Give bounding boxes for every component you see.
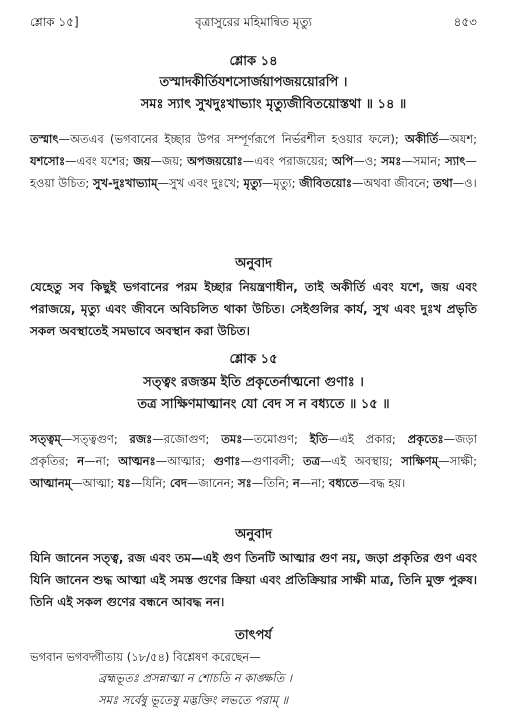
synonym-meaning: ও।: [464, 176, 477, 190]
synonym-word: জয়: [133, 154, 151, 168]
synonym-word: যঃ: [117, 476, 131, 490]
synonym-meaning: না;: [95, 454, 119, 468]
header-verse-ref: শ্লোক ১৫]: [30, 15, 79, 29]
verse-14-sanskrit: [30, 72, 477, 116]
synonym-word: অপি: [332, 154, 354, 168]
synonym-meaning: বদ্ধ হয়।: [369, 476, 406, 490]
synonym-word: রজঃ: [129, 432, 153, 446]
synonym-word: গুণাঃ: [213, 454, 241, 468]
synonym-word: সঃ: [237, 476, 252, 490]
synonym-meaning: জানেন;: [198, 476, 238, 490]
synonym-meaning: তিনি;: [263, 476, 293, 490]
synonym-word: ইতি: [309, 432, 328, 446]
purport-heading: তাৎপর্য: [235, 628, 272, 643]
synonym-word: জীবিতয়োঃ: [299, 176, 352, 190]
synonym-meaning: সমান;: [412, 154, 446, 168]
synonym-meaning: এবং পরাজয়ের;: [254, 154, 333, 168]
verse-15-synonyms: সত্ত্বম্—সত্ত্বগুণ; রজঃ—রজোগুণ; তমঃ—তমোগুণ; ইতি—এই প্রকার; প্রকৃতেঃ—জড়া প্রকৃতির; ন—না; আত্মনঃ—আত্মার; গুণাঃ—গুণাবলী; তত্র—এই অবস্থায়; সাক্ষিণম্—সাক্ষী; আত্মানম্—আত্মা; যঃ—যিনি; বেদ—জানেন; সঃ—তিনি; ন—না; বধ্যতে—বদ্ধ হয়।: [30, 432, 478, 490]
synonym-meaning: জড়া প্রকৃতির;: [30, 432, 477, 468]
synonym-word: অকীর্তি: [405, 132, 439, 146]
synonym-meaning: ও;: [364, 154, 382, 168]
purport-text: ভগবান ভগবদ্গীতায় (১৮/৫৪) বিশ্লেষণ করেছেন—: [30, 650, 261, 664]
header-chapter-title: বৃত্রাসুরের মহিমান্বিত মৃত্যু: [194, 15, 313, 29]
synonym-word: আত্মানম্: [30, 476, 72, 490]
verse-14-heading: শ্লোক ১৪: [229, 54, 278, 69]
synonym-meaning: মৃত্যু;: [273, 176, 300, 190]
verse-14-line-1: তস্মাদকীর্তিযশসোর্জয়াপজয়য়োরপি ।: [159, 75, 348, 90]
synonym-meaning: এই অবস্থায়;: [331, 454, 402, 468]
synonym-word: ন: [77, 454, 85, 468]
synonym-meaning: আত্মা;: [82, 476, 118, 490]
synonym-word: অপজয়য়োঃ: [187, 154, 243, 168]
synonym-meaning: না;: [311, 476, 329, 490]
synonym-meaning: এই প্রকার;: [339, 432, 408, 446]
gita-quote-line-2: সমঃ সর্বেষু ভূতেষু মদ্ভক্তিং লভতে পরাম্ ॥: [98, 693, 289, 707]
page-number: ৪৫৩: [453, 15, 477, 29]
synonym-word: মৃত্যু: [243, 176, 262, 190]
verse-14-translation-heading: অনুবাদ: [235, 256, 272, 271]
synonym-meaning: অযশ;: [449, 132, 477, 146]
synonym-word: প্রকৃতেঃ: [407, 432, 444, 446]
synonym-word: ন: [292, 476, 300, 490]
synonym-meaning: এবং যশের;: [76, 154, 134, 168]
synonym-word: সাক্ষিণম্: [401, 454, 439, 468]
verse-15-translation-heading: অনুবাদ: [235, 527, 272, 542]
verse-14-translation: যেহেতু সব কিছুই ভগবানের পরম ইচ্ছার নিয়ন্ত্রণাধীন, তাই অকীর্তি এবং যশে, জয় এবং পরাজয়ে, মৃত্যু এবং জীবনে অবিচলিত থাকা উচিত। সেইগুলির কার্য, সুখ এবং দুঃখ প্রভৃতি সকল অবস্থাতেই সমভাবে অবস্থান করা উচিত।: [30, 280, 477, 338]
synonym-meaning: তমোগুণ;: [253, 432, 310, 446]
synonym-word: বেদ: [169, 476, 187, 490]
verse-14-synonyms: তস্মাৎ—অতএব (ভগবানের ইচ্ছার উপর সম্পূর্ণরূপে নির্ভরশীল হওয়ার ফলে); অকীর্তি—অযশ; যশসোঃ—এবং যশের; জয়—জয়; অপজয়য়োঃ—এবং পরাজয়ের; অপি—ও; সমঃ—সমান; স্যাৎ—হওয়া উচিত; সুখ-দুঃখাভ্যাম্—সুখ এবং দুঃখে; মৃত্যু—মৃত্যু; জীবিতয়োঃ—অথবা জীবনে; তথা—ও।: [30, 132, 478, 190]
synonym-word: বধ্যতে: [328, 476, 359, 490]
verse-15-translation: যিনি জানেন সত্ত্ব, রজ এবং তম—এই গুণ তিনটি আত্মার গুণ নয়, জড়া প্রকৃতির গুণ এবং যিনি জানেন শুদ্ধ আত্মা এই সমস্ত গুণের ক্রিয়া এবং প্রতিক্রিয়ার সাক্ষী মাত্র, তিনি মুক্ত পুরুষ। তিনি এই সকল গুণের বন্ধনে আবদ্ধ নন।: [30, 551, 477, 609]
synonym-word: যশসোঃ: [30, 154, 66, 168]
running-header: [30, 14, 477, 34]
synonym-word: তত্র: [302, 454, 321, 468]
synonym-meaning: আত্মার;: [167, 454, 214, 468]
synonym-meaning: অথবা জীবনে;: [363, 176, 434, 190]
synonym-word: সমঃ: [381, 154, 402, 168]
synonym-word: সত্ত্বম্: [30, 432, 61, 446]
verse-15-sanskrit: [30, 372, 477, 416]
synonym-word: তস্মাৎ: [30, 132, 59, 146]
synonym-word: সুখ-দুঃখাভ্যাম্: [92, 176, 158, 190]
synonym-meaning: সাক্ষী;: [449, 454, 478, 468]
verse-15-line-2: তত্র সাক্ষিণমাত্মানং যো বেদ স ন বধ্যতে ॥ ১৫ ॥: [137, 397, 390, 412]
synonym-meaning: যিনি;: [142, 476, 170, 490]
synonym-meaning: রজোগুণ;: [163, 432, 222, 446]
synonym-meaning: গুণাবলী;: [251, 454, 303, 468]
synonym-word: স্যাৎ: [445, 154, 466, 168]
verse-15-heading: শ্লোক ১৫: [229, 352, 278, 367]
synonym-word: আত্মনঃ: [118, 454, 156, 468]
verse-14-line-2: সমঃ স্যাৎ সুখদুঃখাভ্যাং মৃত্যুজীবিতয়োস্তথা ॥ ১৪ ॥: [140, 97, 407, 112]
synonym-meaning: সুখ এবং দুঃখে;: [169, 176, 244, 190]
synonym-meaning: অতএব (ভগবানের ইচ্ছার উপর সম্পূর্ণরূপে নির্ভরশীল হওয়ার ফলে);: [70, 132, 406, 146]
synonym-meaning: জয়;: [161, 154, 188, 168]
synonym-meaning: হওয়া উচিত;: [30, 176, 93, 190]
synonym-word: তমঃ: [221, 432, 243, 446]
verse-15-line-1: সত্ত্বং রজস্তম ইতি প্রকৃতের্নাত্মনো গুণাঃ ।: [143, 375, 364, 390]
gita-quote: [30, 667, 477, 711]
synonym-word: তথা: [433, 176, 453, 190]
gita-quote-line-1: ব্রহ্মভূতঃ প্রসন্নাত্মা ন শোচতি ন কাঙ্ক্ষতি ।: [98, 671, 292, 685]
synonym-meaning: সত্ত্বগুণ;: [72, 432, 130, 446]
